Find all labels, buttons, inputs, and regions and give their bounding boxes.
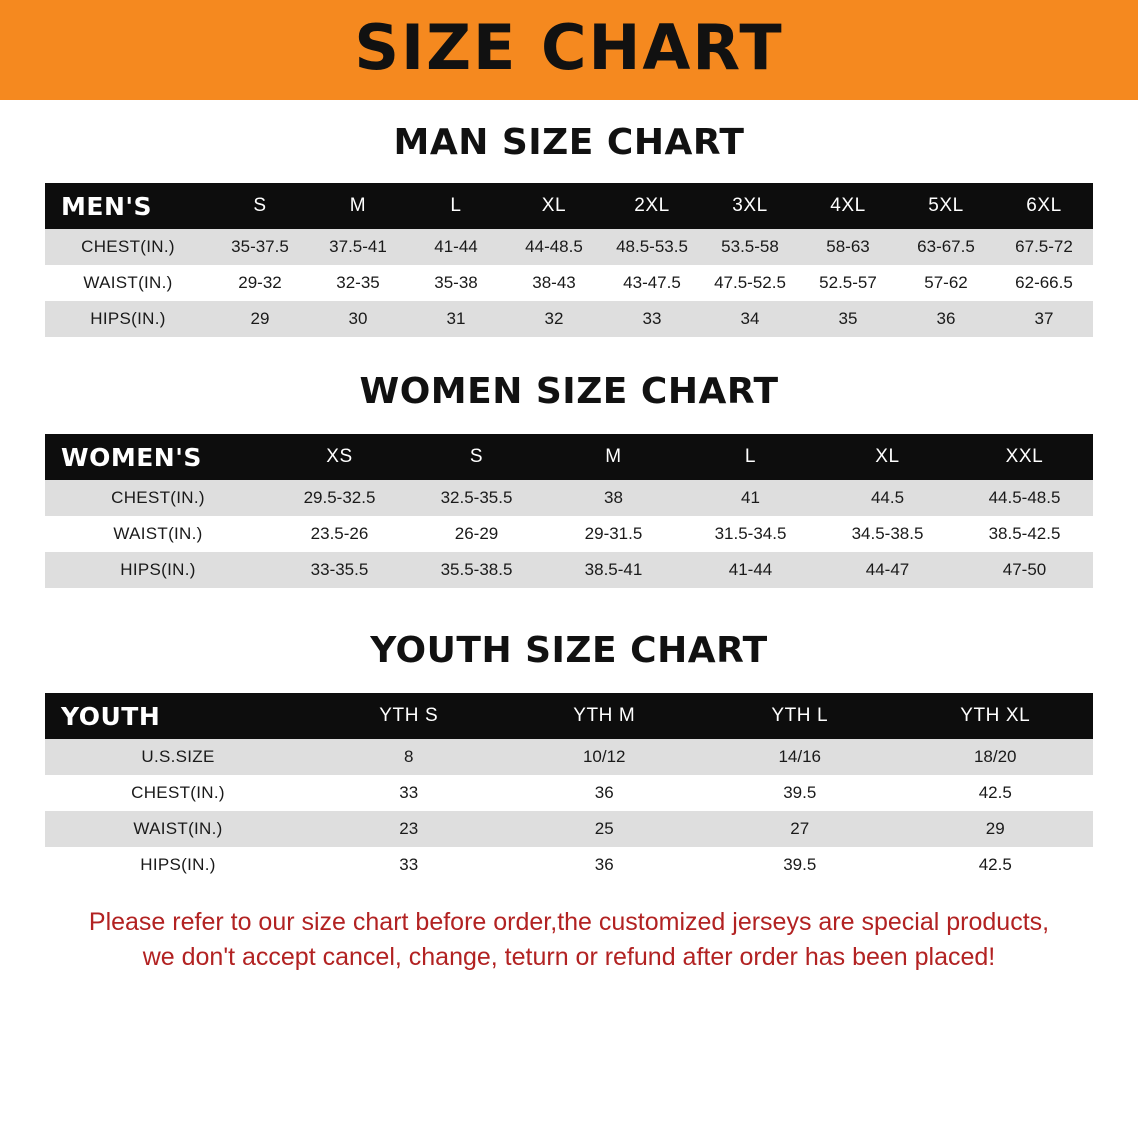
man-cell: 35 — [799, 301, 897, 337]
women-cell: 34.5-38.5 — [819, 516, 956, 552]
youth-cell: 18/20 — [898, 739, 1094, 775]
man-cell: 63-67.5 — [897, 229, 995, 265]
women-size-header: S — [469, 446, 484, 467]
youth-size-header: YTH S — [379, 705, 439, 726]
man-size-header: 2XL — [634, 195, 670, 216]
man-cell: 30 — [309, 301, 407, 337]
women-cell: 35.5-38.5 — [408, 552, 545, 588]
youth-cell: 14/16 — [702, 739, 898, 775]
man-cell: 52.5-57 — [799, 265, 897, 301]
women-cell: 44.5 — [819, 480, 956, 516]
table-row — [45, 480, 1093, 516]
women-size-header: XS — [326, 446, 353, 467]
order-policy-note-line-2: we don't accept cancel, change, teturn or refund after order has been placed! — [142, 942, 996, 971]
youth-size-header: YTH L — [771, 705, 829, 726]
youth-cell: 42.5 — [898, 775, 1094, 811]
youth-header-row — [45, 693, 1093, 739]
youth-table-body — [45, 739, 1093, 883]
youth-table-head — [45, 693, 1093, 739]
table-row — [45, 516, 1093, 552]
man-size-table — [45, 183, 1093, 337]
page-title: SIZE CHART — [354, 11, 784, 84]
youth-row-label: HIPS(IN.) — [45, 847, 311, 883]
youth-cell: 25 — [507, 811, 703, 847]
youth-cell: 33 — [311, 775, 507, 811]
table-row — [45, 229, 1093, 265]
women-cell: 38 — [545, 480, 682, 516]
man-header-row — [45, 183, 1093, 229]
youth-size-header: YTH XL — [960, 705, 1031, 726]
women-cell: 29.5-32.5 — [271, 480, 408, 516]
women-cell: 32.5-35.5 — [408, 480, 545, 516]
women-cell: 29-31.5 — [545, 516, 682, 552]
man-size-header: L — [450, 195, 462, 216]
youth-corner-label: YOUTH — [61, 701, 161, 731]
youth-cell: 36 — [507, 775, 703, 811]
women-row-label: HIPS(IN.) — [45, 552, 271, 588]
women-cell: 26-29 — [408, 516, 545, 552]
youth-cell: 10/12 — [507, 739, 703, 775]
youth-cell: 42.5 — [898, 847, 1094, 883]
women-cell: 44.5-48.5 — [956, 480, 1093, 516]
man-size-header: M — [349, 195, 367, 216]
man-size-header: XL — [541, 195, 567, 216]
women-corner-label: WOMEN'S — [61, 442, 202, 472]
man-cell: 35-37.5 — [211, 229, 309, 265]
man-size-header: 6XL — [1026, 195, 1062, 216]
table-row — [45, 552, 1093, 588]
man-cell: 29-32 — [211, 265, 309, 301]
youth-row-label: WAIST(IN.) — [45, 811, 311, 847]
women-cell: 44-47 — [819, 552, 956, 588]
man-row-label: CHEST(IN.) — [45, 229, 211, 265]
man-size-header: 4XL — [830, 195, 866, 216]
women-header-row — [45, 434, 1093, 480]
order-policy-note-line-1: Please refer to our size chart before order,the customized jerseys are special products, — [88, 908, 1050, 936]
man-cell: 37.5-41 — [309, 229, 407, 265]
women-row-label: WAIST(IN.) — [45, 516, 271, 552]
man-row-label: WAIST(IN.) — [45, 265, 211, 301]
youth-row-label: U.S.SIZE — [45, 739, 311, 775]
women-section-heading: WOMEN SIZE CHART — [359, 371, 779, 412]
women-cell: 41 — [682, 480, 819, 516]
man-cell: 53.5-58 — [701, 229, 799, 265]
man-cell: 62-66.5 — [995, 265, 1093, 301]
man-cell: 43-47.5 — [603, 265, 701, 301]
women-table-wrapper — [45, 434, 1093, 588]
women-cell: 47-50 — [956, 552, 1093, 588]
women-size-header: XXL — [1005, 446, 1044, 467]
youth-cell: 29 — [898, 811, 1094, 847]
women-cell: 31.5-34.5 — [682, 516, 819, 552]
table-row — [45, 301, 1093, 337]
man-cell: 36 — [897, 301, 995, 337]
women-table-head — [45, 434, 1093, 480]
man-cell: 67.5-72 — [995, 229, 1093, 265]
man-table-head — [45, 183, 1093, 229]
youth-cell: 27 — [702, 811, 898, 847]
youth-table-wrapper — [45, 693, 1093, 883]
youth-size-header: YTH M — [573, 705, 636, 726]
man-section-heading: MAN SIZE CHART — [393, 122, 745, 163]
women-cell: 23.5-26 — [271, 516, 408, 552]
man-table-wrapper — [45, 183, 1093, 337]
youth-cell: 36 — [507, 847, 703, 883]
women-cell: 38.5-41 — [545, 552, 682, 588]
man-cell: 35-38 — [407, 265, 505, 301]
table-row — [45, 775, 1093, 811]
man-cell: 38-43 — [505, 265, 603, 301]
man-cell: 48.5-53.5 — [603, 229, 701, 265]
man-cell: 57-62 — [897, 265, 995, 301]
man-cell: 31 — [407, 301, 505, 337]
table-row — [45, 847, 1093, 883]
man-cell: 29 — [211, 301, 309, 337]
women-row-label: CHEST(IN.) — [45, 480, 271, 516]
women-size-table — [45, 434, 1093, 588]
man-corner-label: MEN'S — [61, 191, 153, 221]
man-size-header: 3XL — [732, 195, 768, 216]
women-cell: 33-35.5 — [271, 552, 408, 588]
man-table-body — [45, 229, 1093, 337]
women-size-header: L — [744, 446, 757, 467]
youth-section-heading: YOUTH SIZE CHART — [370, 630, 768, 671]
man-cell: 44-48.5 — [505, 229, 603, 265]
women-size-header: XL — [875, 446, 900, 467]
women-cell: 38.5-42.5 — [956, 516, 1093, 552]
man-cell: 34 — [701, 301, 799, 337]
man-cell: 32 — [505, 301, 603, 337]
man-cell: 33 — [603, 301, 701, 337]
man-cell: 41-44 — [407, 229, 505, 265]
table-row — [45, 265, 1093, 301]
table-row — [45, 739, 1093, 775]
youth-cell: 8 — [311, 739, 507, 775]
order-policy-note — [39, 905, 1099, 974]
women-table-body — [45, 480, 1093, 588]
youth-cell: 39.5 — [702, 847, 898, 883]
youth-cell: 39.5 — [702, 775, 898, 811]
women-size-header: M — [605, 446, 622, 467]
man-cell: 47.5-52.5 — [701, 265, 799, 301]
man-cell: 58-63 — [799, 229, 897, 265]
page-banner — [0, 0, 1138, 100]
man-size-header: 5XL — [928, 195, 964, 216]
man-row-label: HIPS(IN.) — [45, 301, 211, 337]
women-cell: 41-44 — [682, 552, 819, 588]
youth-cell: 23 — [311, 811, 507, 847]
youth-size-table — [45, 693, 1093, 883]
youth-row-label: CHEST(IN.) — [45, 775, 311, 811]
man-size-header: S — [253, 195, 267, 216]
man-cell: 32-35 — [309, 265, 407, 301]
table-row — [45, 811, 1093, 847]
man-cell: 37 — [995, 301, 1093, 337]
youth-cell: 33 — [311, 847, 507, 883]
